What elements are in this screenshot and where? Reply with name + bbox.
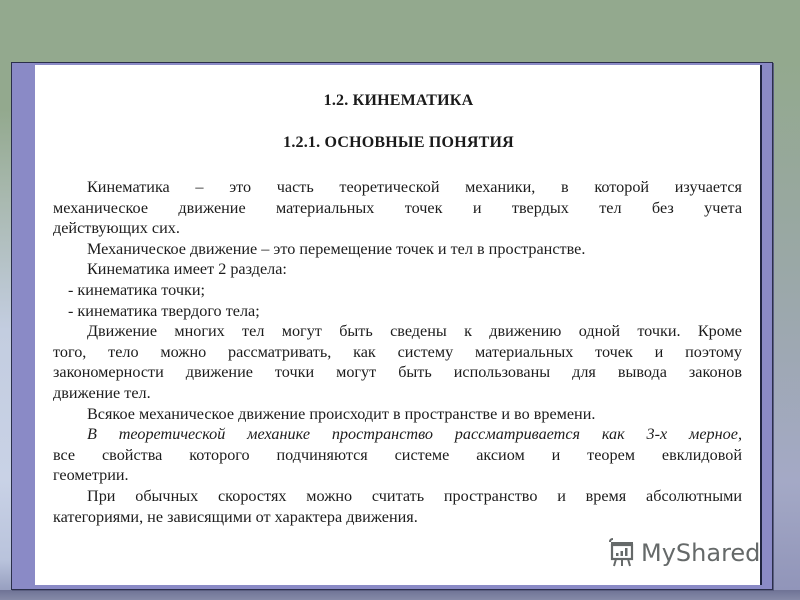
text-line: Механическое движение – это перемещение точек и тел в пространстве.: [87, 239, 586, 258]
italic-text-line: В теоретической механике пространство рассматривается как 3-х мерное,: [87, 425, 742, 444]
subsection-heading: 1.2.1. ОСНОВНЫЕ ПОНЯТИЯ: [283, 134, 514, 151]
text-line: все свойства которого подчиняются системе аксиом и теорем евклидовой: [53, 445, 742, 464]
watermark-text: MyShared: [641, 539, 761, 567]
paragraph-space-time: [53, 404, 742, 425]
background-right-band: [773, 62, 800, 600]
list-item: - кинематика точки;: [68, 280, 205, 299]
background-bottom-band: [0, 590, 800, 600]
text-line: Движение многих тел могут быть сведены к движению одной точки. Кроме: [87, 322, 742, 341]
section-heading: 1.2. КИНЕМАТИКА: [323, 92, 474, 109]
text-line: При обычных скоростях можно считать пространство и время абсолютными: [87, 486, 742, 505]
text-line: геометрии.: [53, 466, 129, 485]
paragraph-reduction: [53, 321, 742, 403]
background-top-band: [0, 0, 800, 62]
paragraph-euclidean: [53, 424, 742, 486]
paragraph-sections: [53, 259, 742, 280]
text-line: механическое движение материальных точек и твердых тел без учета: [53, 198, 742, 217]
slide-page: [35, 65, 762, 585]
paragraph-definition: [53, 177, 742, 239]
myshared-watermark: [607, 537, 760, 569]
text-line: категориями, не зависящими от характера движения.: [53, 507, 418, 526]
list-item: - кинематика твердого тела;: [68, 301, 260, 320]
text-line: действующих сих.: [53, 219, 180, 238]
body-text: [53, 177, 742, 527]
paragraph-absolute: [53, 486, 742, 527]
text-line: закономерности движение точки могут быть использованы для вывода законов: [53, 363, 742, 382]
text-line: Кинематика имеет 2 раздела:: [87, 260, 287, 279]
paragraph-mechanical-motion: [53, 239, 742, 260]
text-line: движение тел.: [53, 383, 151, 402]
presentation-chart-icon: [607, 538, 637, 568]
text-line: Кинематика – это часть теоретической механики, в которой изучается: [87, 178, 742, 196]
text-line: того, тело можно рассматривать, как систему материальных точек и поэтому: [53, 342, 742, 361]
text-line: Всякое механическое движение происходит в пространстве и во времени.: [87, 404, 596, 423]
